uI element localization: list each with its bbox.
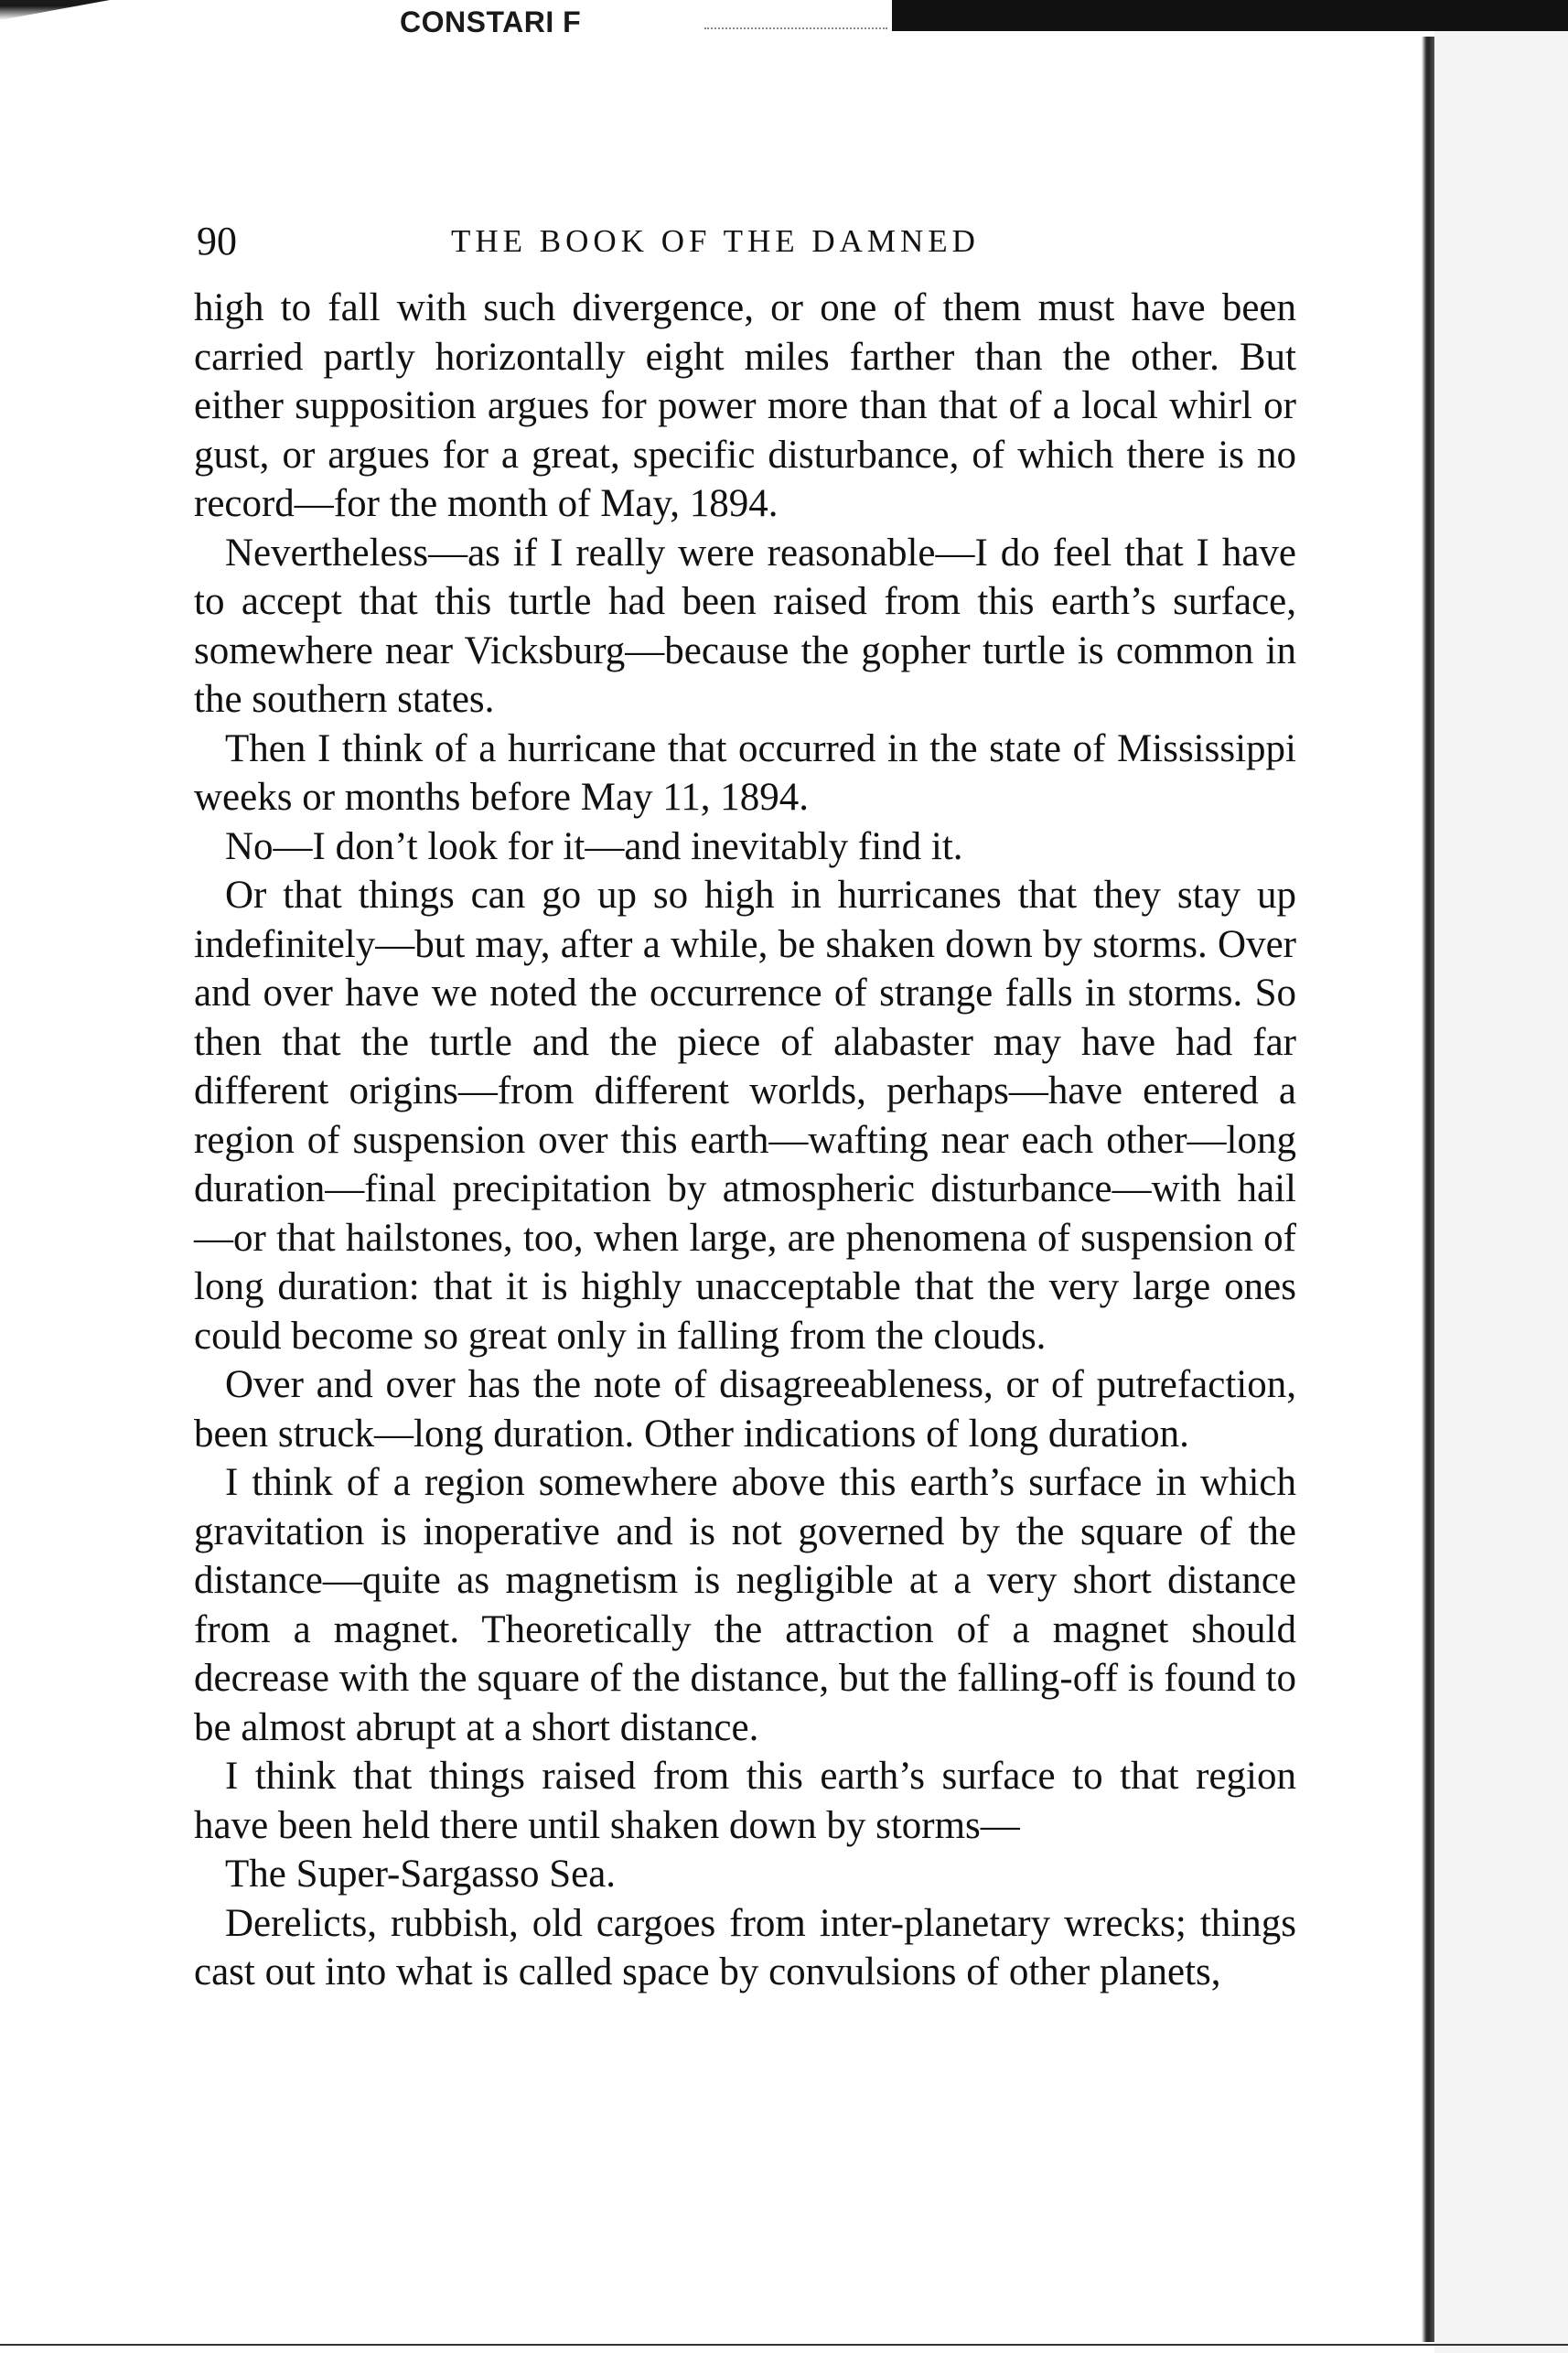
paragraph: I think that things raised from this earth’s surface to that region have been held there until shaken down by storms— [194,1755,1296,1847]
paragraph: Over and over has the note of disagreeableness, or of putrefaction, been struck—long duration. Other indications of long duration. [194,1363,1296,1456]
paragraph: high to fall with such divergence, or one of them must have been carried partly horizontally eight miles farther than the other. But either supposition argues for power more than that of a local whirl or gust, or argues for a great, specific disturbance, of which there is no record—for the month of May, 1894. [194,286,1296,525]
scan-dotted-artifact [704,27,887,31]
scan-corner-artifact [0,0,110,20]
paragraph: Then I think of a hurricane that occurred in the state of Mississippi weeks or months before May 11, 1894. [194,726,1296,819]
scan-bottom-edge-line [0,2344,1568,2346]
scan-page-edge-shadow [1422,37,1434,2342]
paragraph: Nevertheless—as if I really were reasonable—I do feel that I have to accept that this turtle had been raised from this earth’s surface, somewhere near Vicksburg—because the gopher turtle is common in the southern states. [194,531,1296,721]
paragraph: No—I don’t look for it—and inevitably find it. [225,824,963,868]
paragraph: Derelicts, rubbish, old cargoes from inter-planetary wrecks; things cast out into what is called space by convulsions of other planets, [194,1901,1296,1993]
paragraph: Or that things can go up so high in hurricanes that they stay up indefinitely—but may, after a while, be shaken down by storms. Over and over have we noted the occurrence of strange falls in storms. So then that the turtle and the piece of alabaster may have had far different origins—from different worlds, perhaps—have entered a region of suspension over this earth—wafting near each other—long duration—final precipitation by atmospheric disturbance—with hail—or that hailstones, too, when large, are phenomena of suspension of long duration: that it is highly unacceptable that the very large ones could become so great only in falling from the clouds. [194,874,1296,1358]
paragraph: The Super-Sargasso Sea. [225,1853,617,1896]
running-title: THE BOOK OF THE DAMNED [451,223,980,259]
scan-top-edge-bar [892,0,1568,31]
scan-stamp-text: CONSTARI F [400,5,582,38]
page-number: 90 [197,219,237,263]
body-text [194,284,1296,1997]
page-header [197,216,1294,271]
paragraph: I think of a region somewhere above this earth’s surface in which gravitation is inoperative and is not governed by the square of the distance—quite as magnetism is negligible at a very short distance from a magnet. Theoretically the attraction of a magnet should decrease with the square of the distance, but the falling-off is found to be almost abrupt at a short distance. [194,1461,1296,1749]
scan-margin-background [1434,0,1568,2353]
